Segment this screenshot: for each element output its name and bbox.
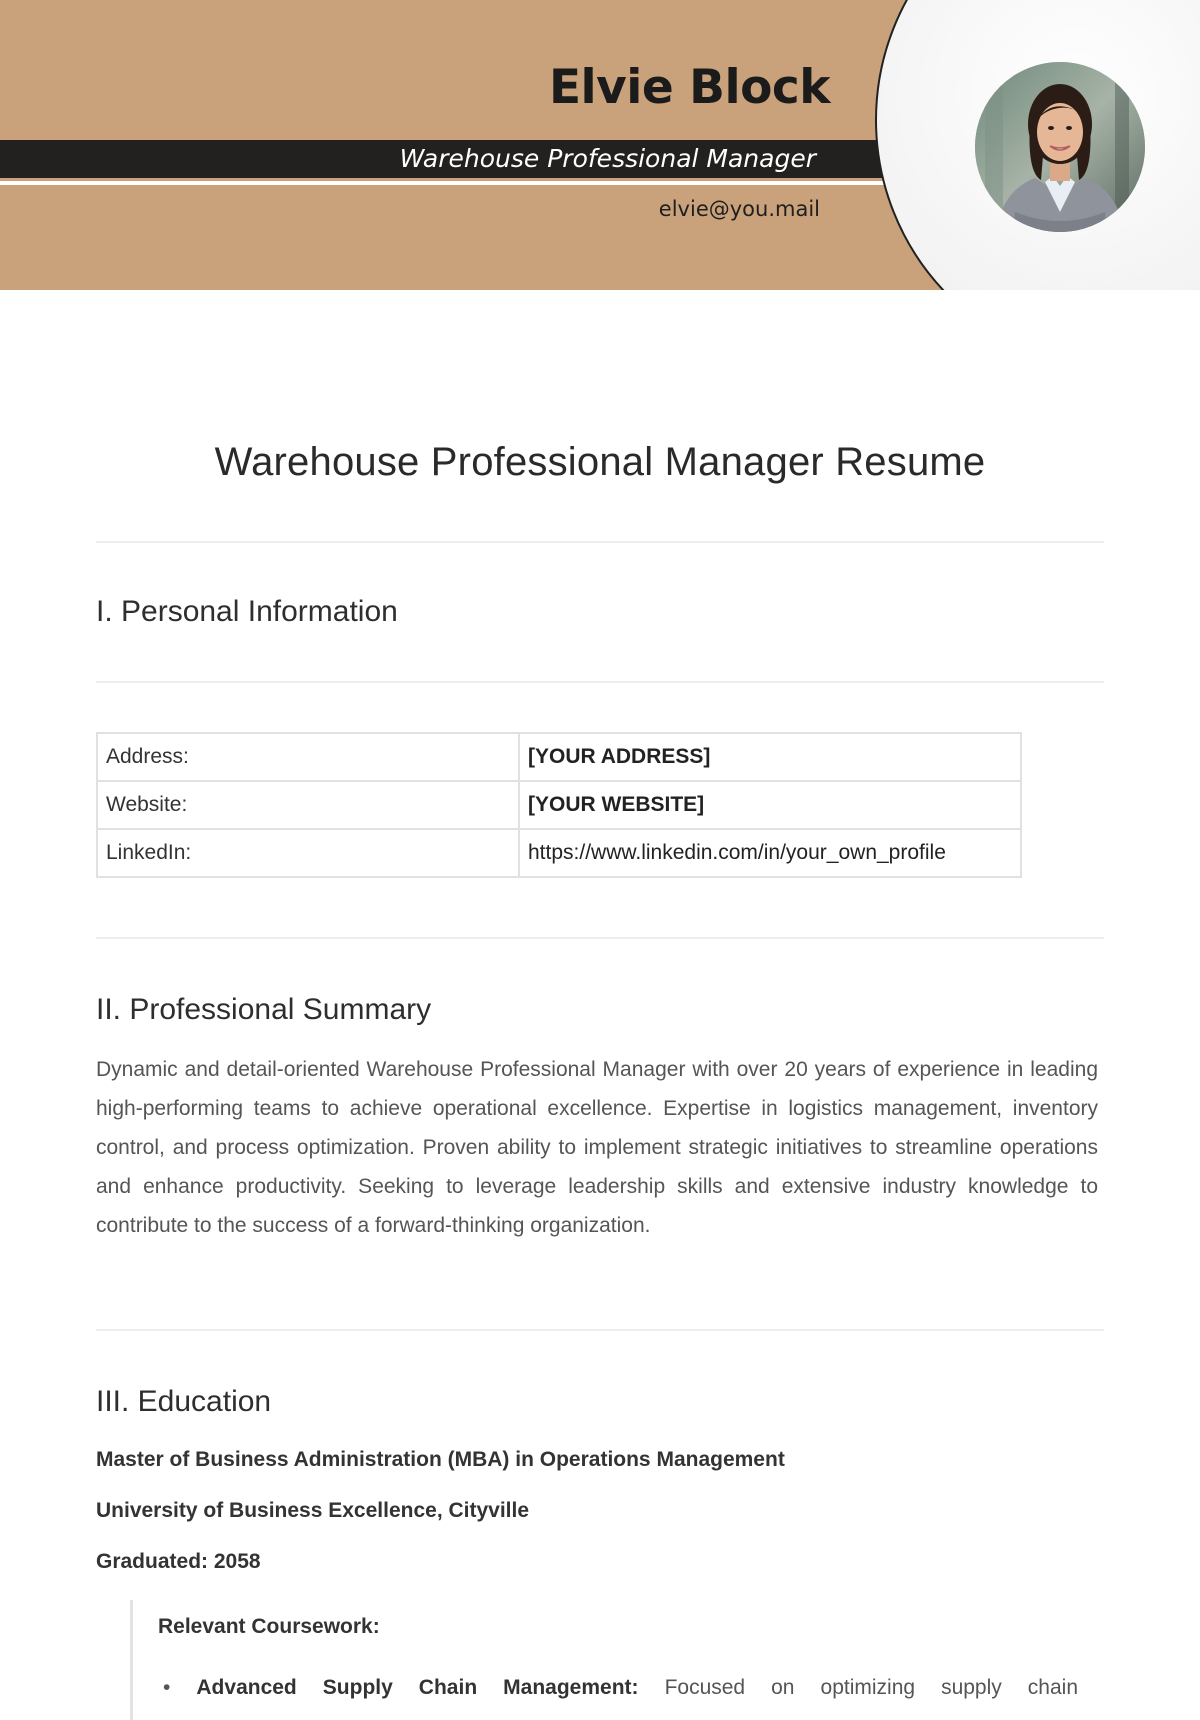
website-value: [YOUR WEBSITE] [519, 781, 1021, 829]
graduation-year: Graduated: 2058 [96, 1550, 261, 1573]
divider [96, 937, 1104, 939]
school: University of Business Excellence, Cityville [96, 1499, 530, 1522]
divider [96, 681, 1104, 683]
address-label: Address: [97, 733, 519, 781]
header-white-line [0, 181, 900, 185]
table-row [97, 733, 1021, 781]
personal-info-table [96, 732, 1022, 878]
candidate-role: Warehouse Professional Manager [399, 144, 816, 173]
coursework-title: Relevant Coursework: [158, 1615, 380, 1638]
table-row [97, 829, 1021, 877]
list-item: • Advanced Supply Chain Management: Focused on optimizing supply chain [163, 1676, 1079, 1699]
address-value: [YOUR ADDRESS] [519, 733, 1021, 781]
table-row [97, 781, 1021, 829]
document-title: Warehouse Professional Manager Resume [214, 440, 986, 484]
education-heading: III. Education [96, 1385, 272, 1418]
linkedin-link[interactable]: https://www.linkedin.com/in/your_own_profile [519, 829, 1021, 877]
degree: Master of Business Administration (MBA) in Operations Management [96, 1448, 785, 1471]
candidate-name: Elvie Block [548, 60, 830, 115]
personal-info-heading: I. Personal Information [96, 595, 398, 628]
linkedin-label: LinkedIn: [97, 829, 519, 877]
resume-header [0, 0, 1200, 290]
coursework-block [130, 1600, 1107, 1720]
avatar [975, 62, 1145, 232]
summary-heading: II. Professional Summary [96, 993, 432, 1026]
website-label: Website: [97, 781, 519, 829]
course-name: Advanced Supply Chain Management: [196, 1676, 639, 1699]
candidate-email: elvie@you.mail [658, 197, 820, 221]
avatar-image [975, 62, 1145, 232]
summary-text: Dynamic and detail-oriented Warehouse Professional Manager with over 20 years of experience in leading high-performing teams to achieve operational excellence. Expertise in logistics management, inventory control, and process optimization. Proven ability to implement strategic initiatives to streamline operations and enhance productivity. Seeking to leverage leadership skills and extensive industry knowledge to contribute to the success of a forward-thinking organization. [96, 1058, 1098, 1237]
divider [96, 541, 1104, 543]
divider [96, 1329, 1104, 1331]
course-description: Focused on optimizing supply chain [664, 1676, 1079, 1699]
